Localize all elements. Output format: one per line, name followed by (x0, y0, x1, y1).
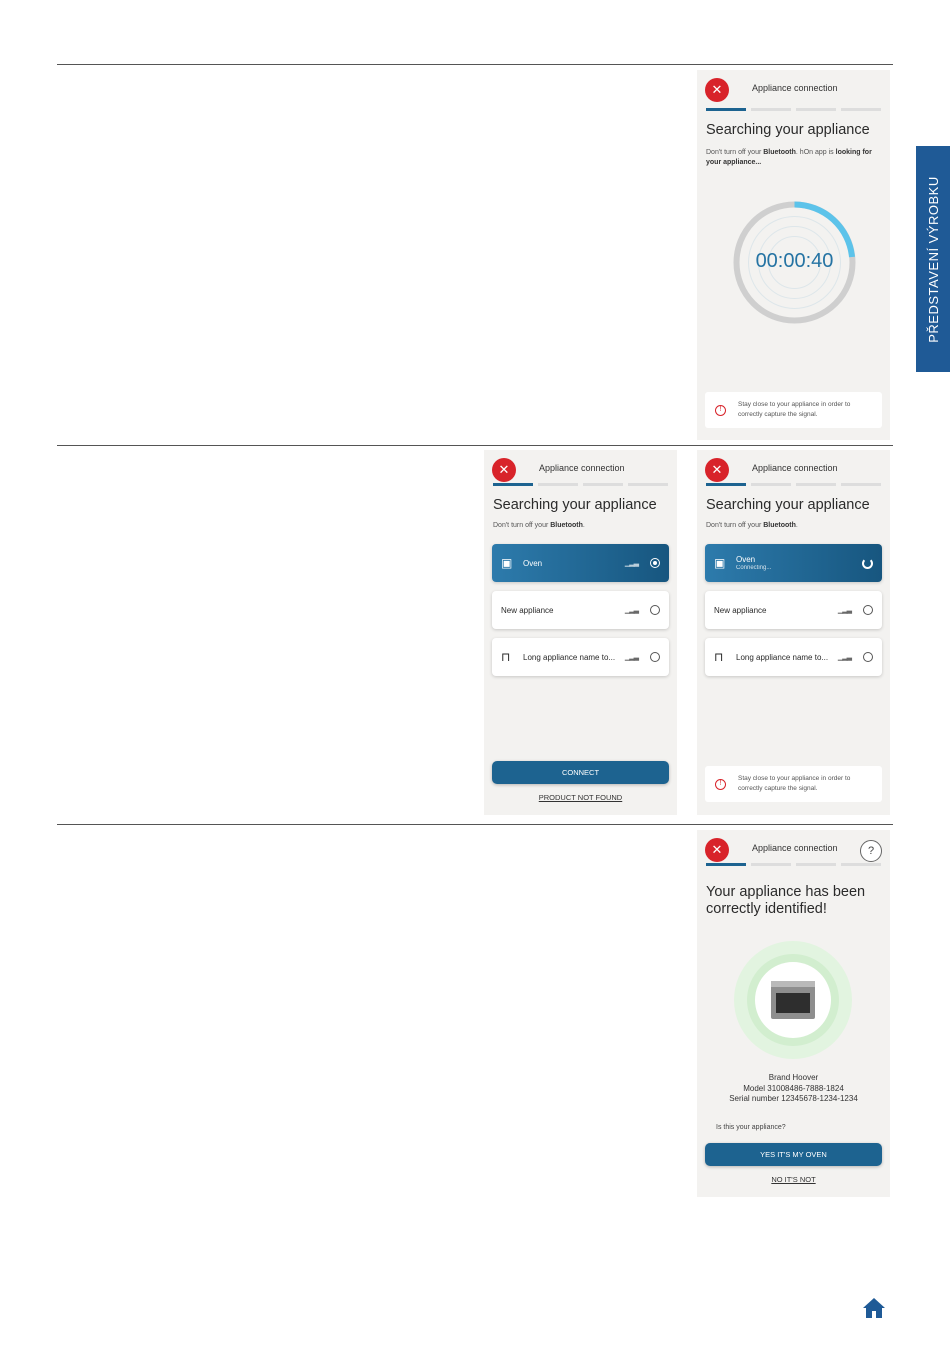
appliance-details: Brand Hoover Model 31008486-7888-1824 Serial number 12345678-1234-1234 (729, 1073, 858, 1103)
progress-steps (706, 863, 881, 866)
appliance-option-long[interactable]: ⊓ Long appliance name to... ▁▂▃ (705, 638, 882, 676)
oven-icon: ▣ (501, 556, 513, 570)
timer-value: 00:00:40 (755, 250, 834, 272)
close-button[interactable] (705, 838, 729, 862)
appliance-option-oven[interactable]: ▣ Oven ▁▂▃ (492, 544, 669, 582)
signal-icon: ▁▂▃ (624, 654, 638, 661)
screen-title: Appliance connection (752, 463, 838, 473)
connect-button[interactable]: CONNECT (492, 761, 669, 784)
radio-selected[interactable] (650, 558, 660, 568)
screen-identified (697, 830, 890, 1197)
signal-warning: ! Stay close to your appliance in order to correctly capture the signal. (705, 766, 882, 802)
section-tab[interactable] (916, 146, 950, 372)
signal-icon: ▁▂▃ (624, 607, 638, 614)
info-icon: ! (715, 779, 726, 790)
divider-middle (57, 445, 893, 446)
progress-steps (706, 483, 881, 486)
close-button[interactable] (705, 458, 729, 482)
confirm-question: Is this your appliance? (716, 1124, 786, 1131)
close-button[interactable] (492, 458, 516, 482)
appliance-option-oven[interactable]: ▣ Oven Connecting... (705, 544, 882, 582)
close-icon: ✕ (498, 462, 510, 477)
subtitle: Don't turn off your Bluetooth. hOn app is looking for your appliance... (706, 149, 872, 166)
radio[interactable] (650, 605, 660, 615)
hood-icon: ⊓ (714, 650, 724, 664)
appliance-option-long[interactable]: ⊓ Long appliance name to... ▁▂▃ (492, 638, 669, 676)
signal-warning: ! Stay close to your appliance in order to correctly capture the signal. (705, 392, 882, 428)
product-not-found-link[interactable]: PRODUCT NOT FOUND (538, 793, 623, 802)
page-heading: Searching your appliance (493, 497, 657, 513)
page-heading: Searching your appliance (706, 497, 870, 513)
yes-button[interactable]: YES IT'S MY OVEN (705, 1143, 882, 1166)
page-heading: Searching your appliance (706, 122, 870, 138)
radio[interactable] (863, 605, 873, 615)
screen-searching-timer (697, 70, 890, 440)
radio[interactable] (650, 652, 660, 662)
info-icon: ! (715, 405, 726, 416)
progress-steps (493, 483, 668, 486)
divider-top (57, 64, 893, 65)
signal-icon: ▁▂▃ (837, 607, 851, 614)
close-icon: ✕ (711, 82, 723, 97)
appliance-halo (734, 941, 852, 1059)
subtitle: Don't turn off your Bluetooth. (493, 522, 585, 529)
close-button[interactable] (705, 78, 729, 102)
signal-icon: ▁▂▃ (837, 654, 851, 661)
signal-icon: ▁▂▃ (624, 560, 638, 567)
subtitle: Don't turn off your Bluetooth. (706, 522, 798, 529)
divider-bottom (57, 824, 893, 825)
screen-title: Appliance connection (752, 843, 838, 853)
home-icon[interactable] (862, 1297, 886, 1319)
screen-connecting (697, 450, 890, 815)
radio[interactable] (863, 652, 873, 662)
close-icon: ✕ (711, 842, 723, 857)
close-icon: ✕ (711, 462, 723, 477)
help-button[interactable] (860, 840, 882, 862)
spinner-icon (862, 558, 873, 569)
progress-steps (706, 108, 881, 111)
oven-icon: ▣ (714, 556, 726, 570)
screen-title: Appliance connection (752, 83, 838, 93)
connecting-status: Connecting... (736, 565, 772, 571)
no-link[interactable]: NO IT'S NOT (771, 1175, 816, 1184)
question-icon: ? (867, 845, 875, 857)
screen-select-appliance (484, 450, 677, 815)
appliance-option-new[interactable]: New appliance ▁▂▃ (492, 591, 669, 629)
appliance-option-new[interactable]: New appliance ▁▂▃ (705, 591, 882, 629)
section-tab-label: PŘEDSTAVENÍ VÝROBKU (925, 175, 941, 343)
page-heading: Your appliance has been correctly identified! (706, 884, 866, 917)
screen-title: Appliance connection (539, 463, 625, 473)
hood-icon: ⊓ (501, 650, 511, 664)
